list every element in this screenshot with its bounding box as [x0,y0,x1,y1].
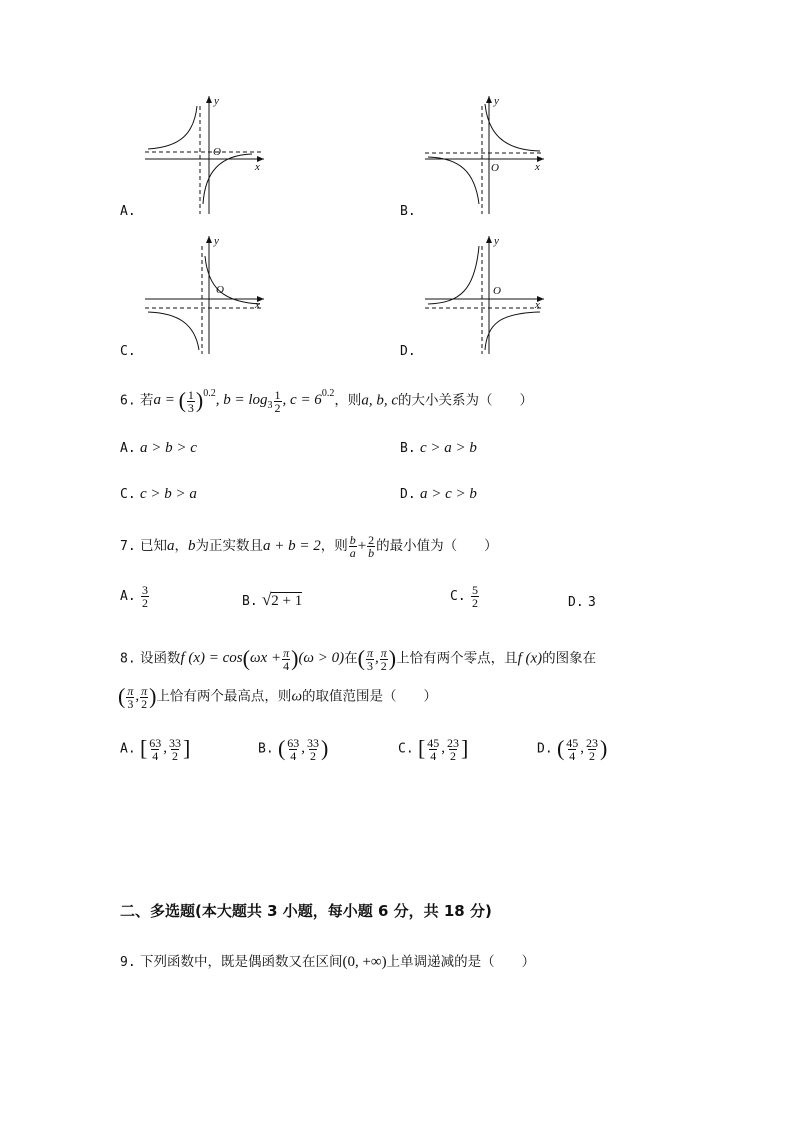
question-number: 6. [120,393,136,409]
q7-option-d[interactable] [568,594,596,610]
bracket: [ [417,736,426,761]
q6-option-a[interactable] [120,440,197,457]
graph-c [140,232,270,357]
origin-label: O [216,284,224,296]
graph-b [420,92,550,217]
numerator: π [366,645,373,660]
denominator: 2 [310,748,317,763]
question-9 [120,950,535,971]
question-text: ，则 [320,538,348,554]
origin-label: O [213,146,221,158]
question-text: 的图象在 [542,650,597,667]
section-heading: 二、多选题(本大题共 3 小题，每小题 6 分，共 18 分) [120,902,492,920]
numerator: 3 [141,583,148,597]
axis-y-label: y [494,95,499,107]
bracket: ) [321,736,329,761]
option-label: C. [398,741,414,757]
denominator: 2 [141,596,148,610]
option-text: 3 [587,595,596,610]
numerator: 23 [586,735,599,750]
denominator: 2 [450,748,457,763]
exponent: 0.2 [321,388,335,400]
option-text: a > c > b [419,486,477,502]
option-label: B. [242,594,258,609]
question-text: 上单调递减的是（ ） [386,954,536,970]
numerator: 1 [274,387,281,402]
question-text: 设函数 [139,650,181,667]
option-label: D. [568,595,584,610]
option-label: B. [258,741,274,757]
option-label: C. [450,589,466,604]
denominator: 4 [283,658,290,673]
numerator: 63 [149,735,162,750]
numerator: 63 [287,735,300,750]
var-b: b [187,538,196,554]
question-6: 6. 若a = ( $\frac{1}{3}$ )$^{0.2}$, $b = \log_3$ $\frac{1}{2}$ , $c = 6^{0.2}$，则a, b, c的大小关系为（ ） [120,387,533,415]
question-text: 的最小值为（ ） [376,538,498,554]
omega: ω [291,688,303,705]
option-d-label: D. [400,344,416,359]
numerator: 5 [471,583,478,597]
origin-label: O [491,162,499,174]
function-expr: f (x) = cos [180,650,243,667]
denominator: 4 [152,748,159,763]
numerator: b [349,533,356,548]
denominator: 2 [172,748,179,763]
operator: + [357,538,367,554]
question-text: 上恰有两个最高点，则 [156,688,292,705]
denominator: 3 [187,400,194,415]
numerator: 45 [427,735,440,750]
graph-d [420,232,550,357]
option-label: A. [120,589,136,604]
denominator: 3 [366,658,373,673]
question-7 [120,534,498,559]
denominator: 2 [141,696,148,711]
interval: (0, +∞) [342,954,387,970]
question-number: 9. [120,955,136,970]
option-b-label: B. [400,204,416,219]
option-label: D. [400,487,416,502]
numerator: 2 [368,533,375,548]
question-text: 的取值范围是（ ） [302,688,438,705]
axis-y-label: y [214,235,219,247]
bracket: ) [600,736,608,761]
c-expr: c = 6 [290,392,322,409]
denominator: 2 [471,596,478,610]
q8-option-c[interactable]: C. [ $\frac{45}{4}$ , $\frac{23}{2}$ ] [398,735,469,763]
question-text: 在 [344,650,358,667]
numerator: 33 [169,735,182,750]
q8-option-d[interactable]: D. ( $\frac{45}{4}$ , $\frac{23}{2}$ ) [537,735,608,763]
axis-x-label: x [255,161,260,173]
origin-label: O [493,285,501,297]
question-text: 的大小关系为（ ） [397,392,533,409]
inner-expr: ωx + [249,650,282,667]
axis-x-label: x [535,299,540,311]
denominator: 2 [589,748,596,763]
q8-option-b[interactable]: B. ( $\frac{63}{4}$ , $\frac{33}{2}$ ) [258,735,329,763]
sqrt-sign: √ [261,590,272,609]
bracket: ] [183,736,191,761]
q7-option-b[interactable] [242,590,302,610]
q6-option-d[interactable] [400,486,477,503]
exponent: 0.2 [203,388,216,400]
numerator: 1 [187,387,194,402]
q7-option-c[interactable] [450,584,480,609]
denominator: 3 [127,696,134,711]
numerator: π [283,645,290,660]
option-text: c > b > a [139,486,197,502]
option-text: c > a > b [419,440,477,456]
bracket: ( [277,736,286,761]
question-number: 7. [120,539,136,554]
denominator: a [349,546,356,561]
question-text: 下列函数中，既是偶函数又在区间 [139,954,343,970]
option-label: D. [537,741,553,757]
option-label: C. [120,487,136,502]
denominator: 4 [290,748,297,763]
question-text: 已知 [139,538,167,554]
condition: a + b = 2 [262,538,321,554]
question-text: 上恰有两个零点，且 [396,650,518,667]
graph-a [140,92,270,217]
variables: a, b, c [361,392,398,409]
option-c-label: C. [120,344,136,359]
axis-y-label: y [214,95,219,107]
bracket: ] [461,736,469,761]
denominator: 4 [569,748,576,763]
option-label: B. [400,441,416,456]
bracket: ( [556,736,565,761]
question-text: 为正实数且 [195,538,263,554]
denominator: b [368,546,375,561]
axis-x-label: x [255,299,260,311]
q8-option-a[interactable]: A. [ $\frac{63}{4}$ , $\frac{33}{2}$ ] [120,735,191,763]
denominator: 4 [430,748,437,763]
option-label: A. [120,441,136,456]
function-ref: f (x) [517,650,543,667]
b-expr: b = log [223,392,268,409]
q7-option-a[interactable] [120,584,150,609]
question-text: ，则 [334,392,362,409]
option-text: a > b > c [139,440,197,456]
numerator: π [141,683,148,698]
bracket: [ [139,736,148,761]
option-text: 2 + 1 [271,593,303,609]
option-label: A. [120,741,136,757]
question-number: 8. [120,651,136,667]
axis-x-label: x [535,161,540,173]
var-a: a [166,538,175,554]
q6-option-c[interactable] [120,486,197,503]
numerator: 23 [447,735,460,750]
denominator: 2 [380,658,387,673]
numerator: 45 [566,735,579,750]
numerator: π [127,683,134,698]
numerator: π [380,645,387,660]
question-8-line1: 8. 设函数f (x) = cos(ωx + $\frac{\pi}{4}$ )(ω > 0)在( $\frac{\pi}{3}$ , $\frac{\pi}{2}$ )上恰有两个零点，且f (x)的图象在 [120,645,597,673]
var-a: a [153,392,161,409]
question-text: 若 [139,392,154,409]
option-a-label: A. [120,204,136,219]
axis-y-label: y [494,235,499,247]
log-base: 3 [267,400,273,412]
denominator: 2 [274,400,281,415]
q6-option-b[interactable] [400,440,477,457]
condition: (ω > 0) [298,650,345,667]
punct: ， [174,538,188,554]
numerator: 33 [307,735,320,750]
question-8-line2: ( $\frac{\pi}{3}$ , $\frac{\pi}{2}$ )上恰有两个最高点，则ω的取值范围是（ ） [118,683,438,711]
